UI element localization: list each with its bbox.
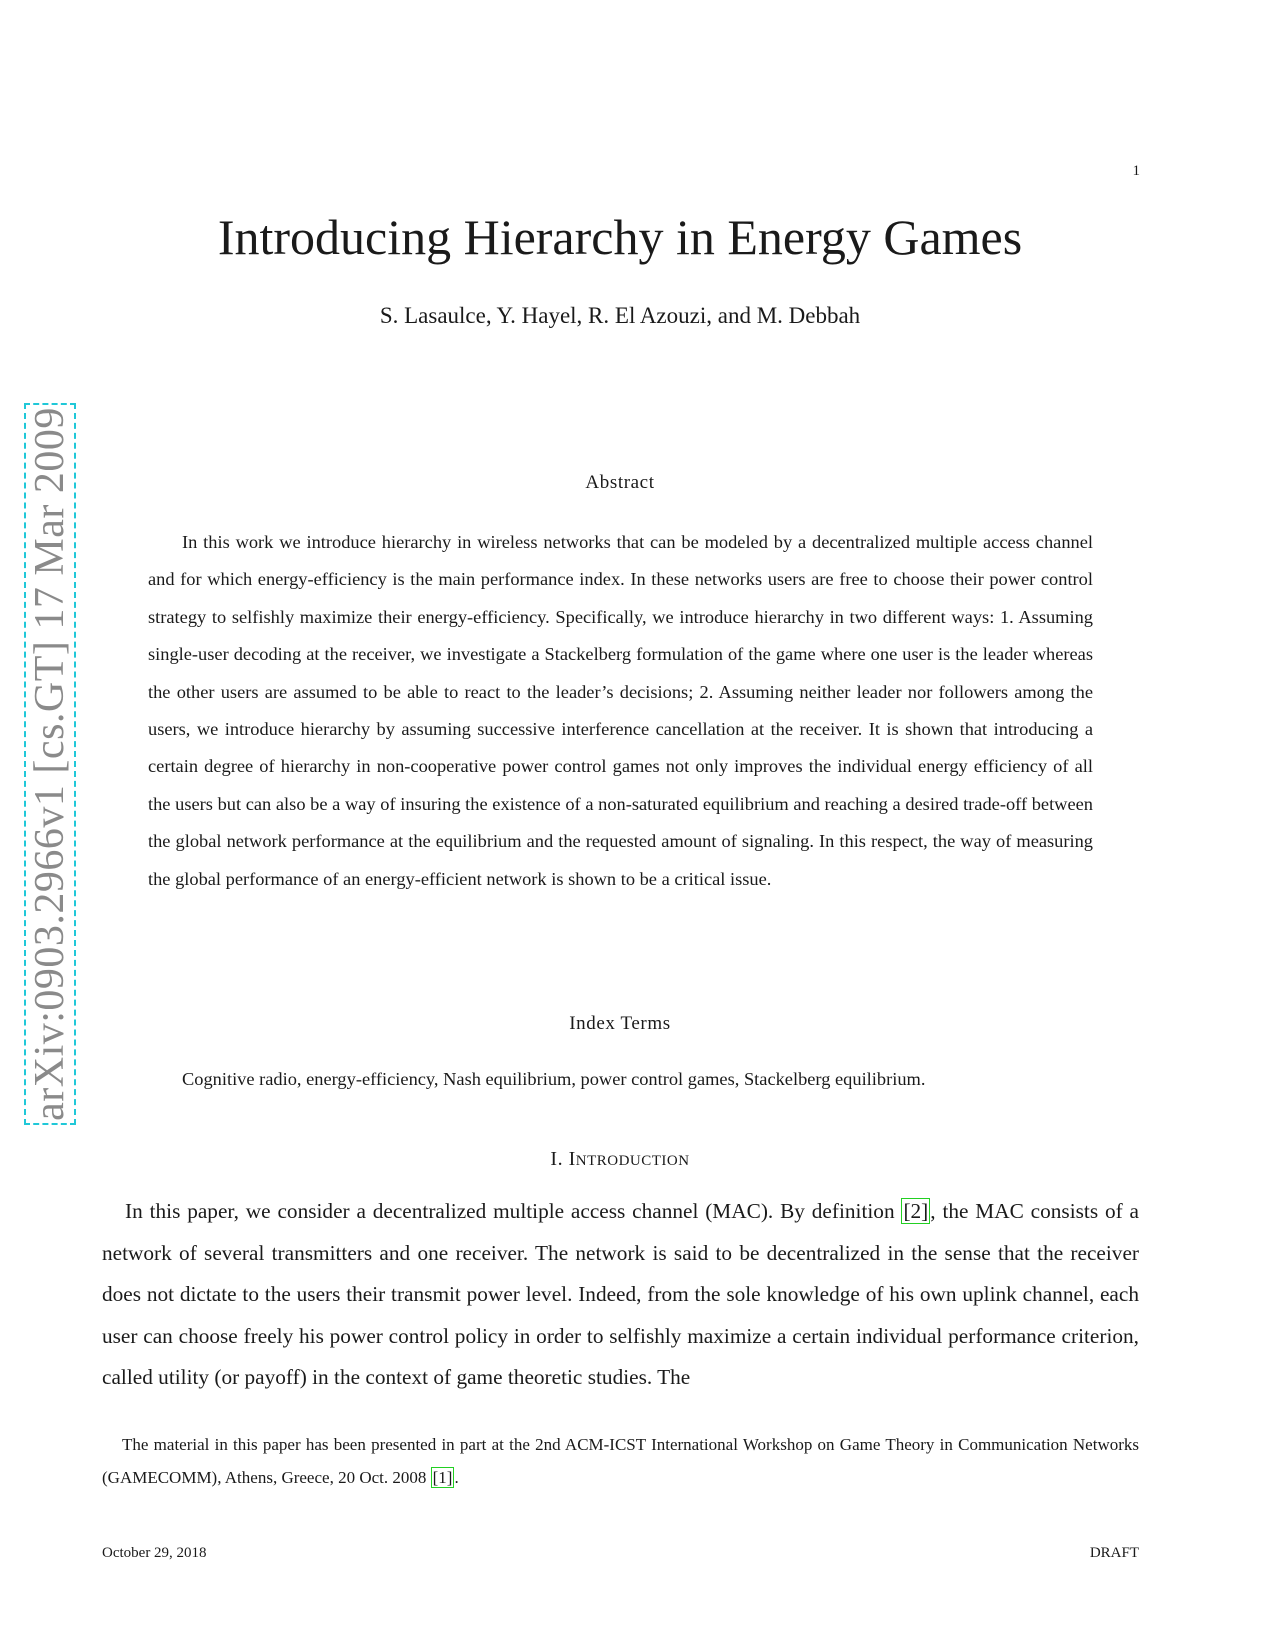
introduction-text-1: In this paper, we consider a decentralized multiple access channel (MAC). By definition [125,1199,902,1223]
index-terms-body: Cognitive radio, energy-efficiency, Nash equilibrium, power control games, Stackelberg equilibrium. [182,1069,926,1089]
footnote-text-2: . [454,1468,459,1487]
authors: S. Lasaulce, Y. Hayel, R. El Azouzi, and M. Debbah [379,303,861,328]
index-terms-heading: Index Terms [569,1013,671,1034]
footer-date: October 29, 2018 [102,1545,207,1561]
arxiv-stamp-text: arXiv:0903.2966v1 [cs.GT] 17 Mar 2009 [27,407,73,1121]
introduction-text-2: , the MAC consists of a network of several transmitters and one receiver. The network is said to be decentralized in the sense that the receiver does not dictate to the users their transmit power level. Indeed, from the sole knowledge of his own uplink channel, each user can choose freely his power control policy in order to selfishly maximize a certain individual performance criterion, called utility (or payoff) in the context of game theoretic studies. The [102,1199,1139,1389]
abstract-heading: Abstract [585,472,655,493]
section-title-initial: I [568,1148,576,1170]
citation-link-2[interactable]: [2] [903,1199,929,1223]
abstract-body: In this work we introduce hierarchy in wireless networks that can be modeled by a decentralized multiple access channel and for which energy-efficiency is the main performance index. In these networks users are free to choose their power control strategy to selfishly maximize their energy-efficiency. Specifically, we introduce hierarchy in two different ways: 1. Assuming single-user decoding at the receiver, we investigate a Stackelberg formulation of the game where one user is the leader whereas the other users are assumed to be able to react to the leader’s decisions; 2. Assuming neither leader nor followers among the users, we introduce hierarchy by assuming successive interference cancellation at the receiver. It is shown that introducing a certain degree of hierarchy in non-cooperative power control games not only improves the individual energy efficiency of all the users but can also be a way of insuring the existence of a non-saturated equilibrium and reaching a desired trade-off between the global network performance at the equilibrium and the requested amount of signaling. In this respect, the way of measuring the global performance of an energy-efficient network is shown to be a critical issue. [148,532,1093,889]
footer-status: DRAFT [1089,1545,1139,1561]
citation-link-1[interactable]: [1] [432,1468,453,1487]
section-number: I. [550,1148,564,1170]
page-number: 1 [1132,163,1140,179]
footnote-text-1: The material in this paper has been presented in part at the 2nd ACM-ICST International Workshop on Game Theory in Communication Networks (GAMECOMM), Athens, Greece, 20 Oct. 2008 [102,1435,1139,1487]
introduction-body [102,1191,1139,1399]
footnote [102,1428,1139,1494]
section-title-rest: NTRODUCTION [575,1153,690,1169]
section-heading-introduction [0,1148,1240,1171]
paper-title: Introducing Hierarchy in Energy Games [217,209,1023,265]
